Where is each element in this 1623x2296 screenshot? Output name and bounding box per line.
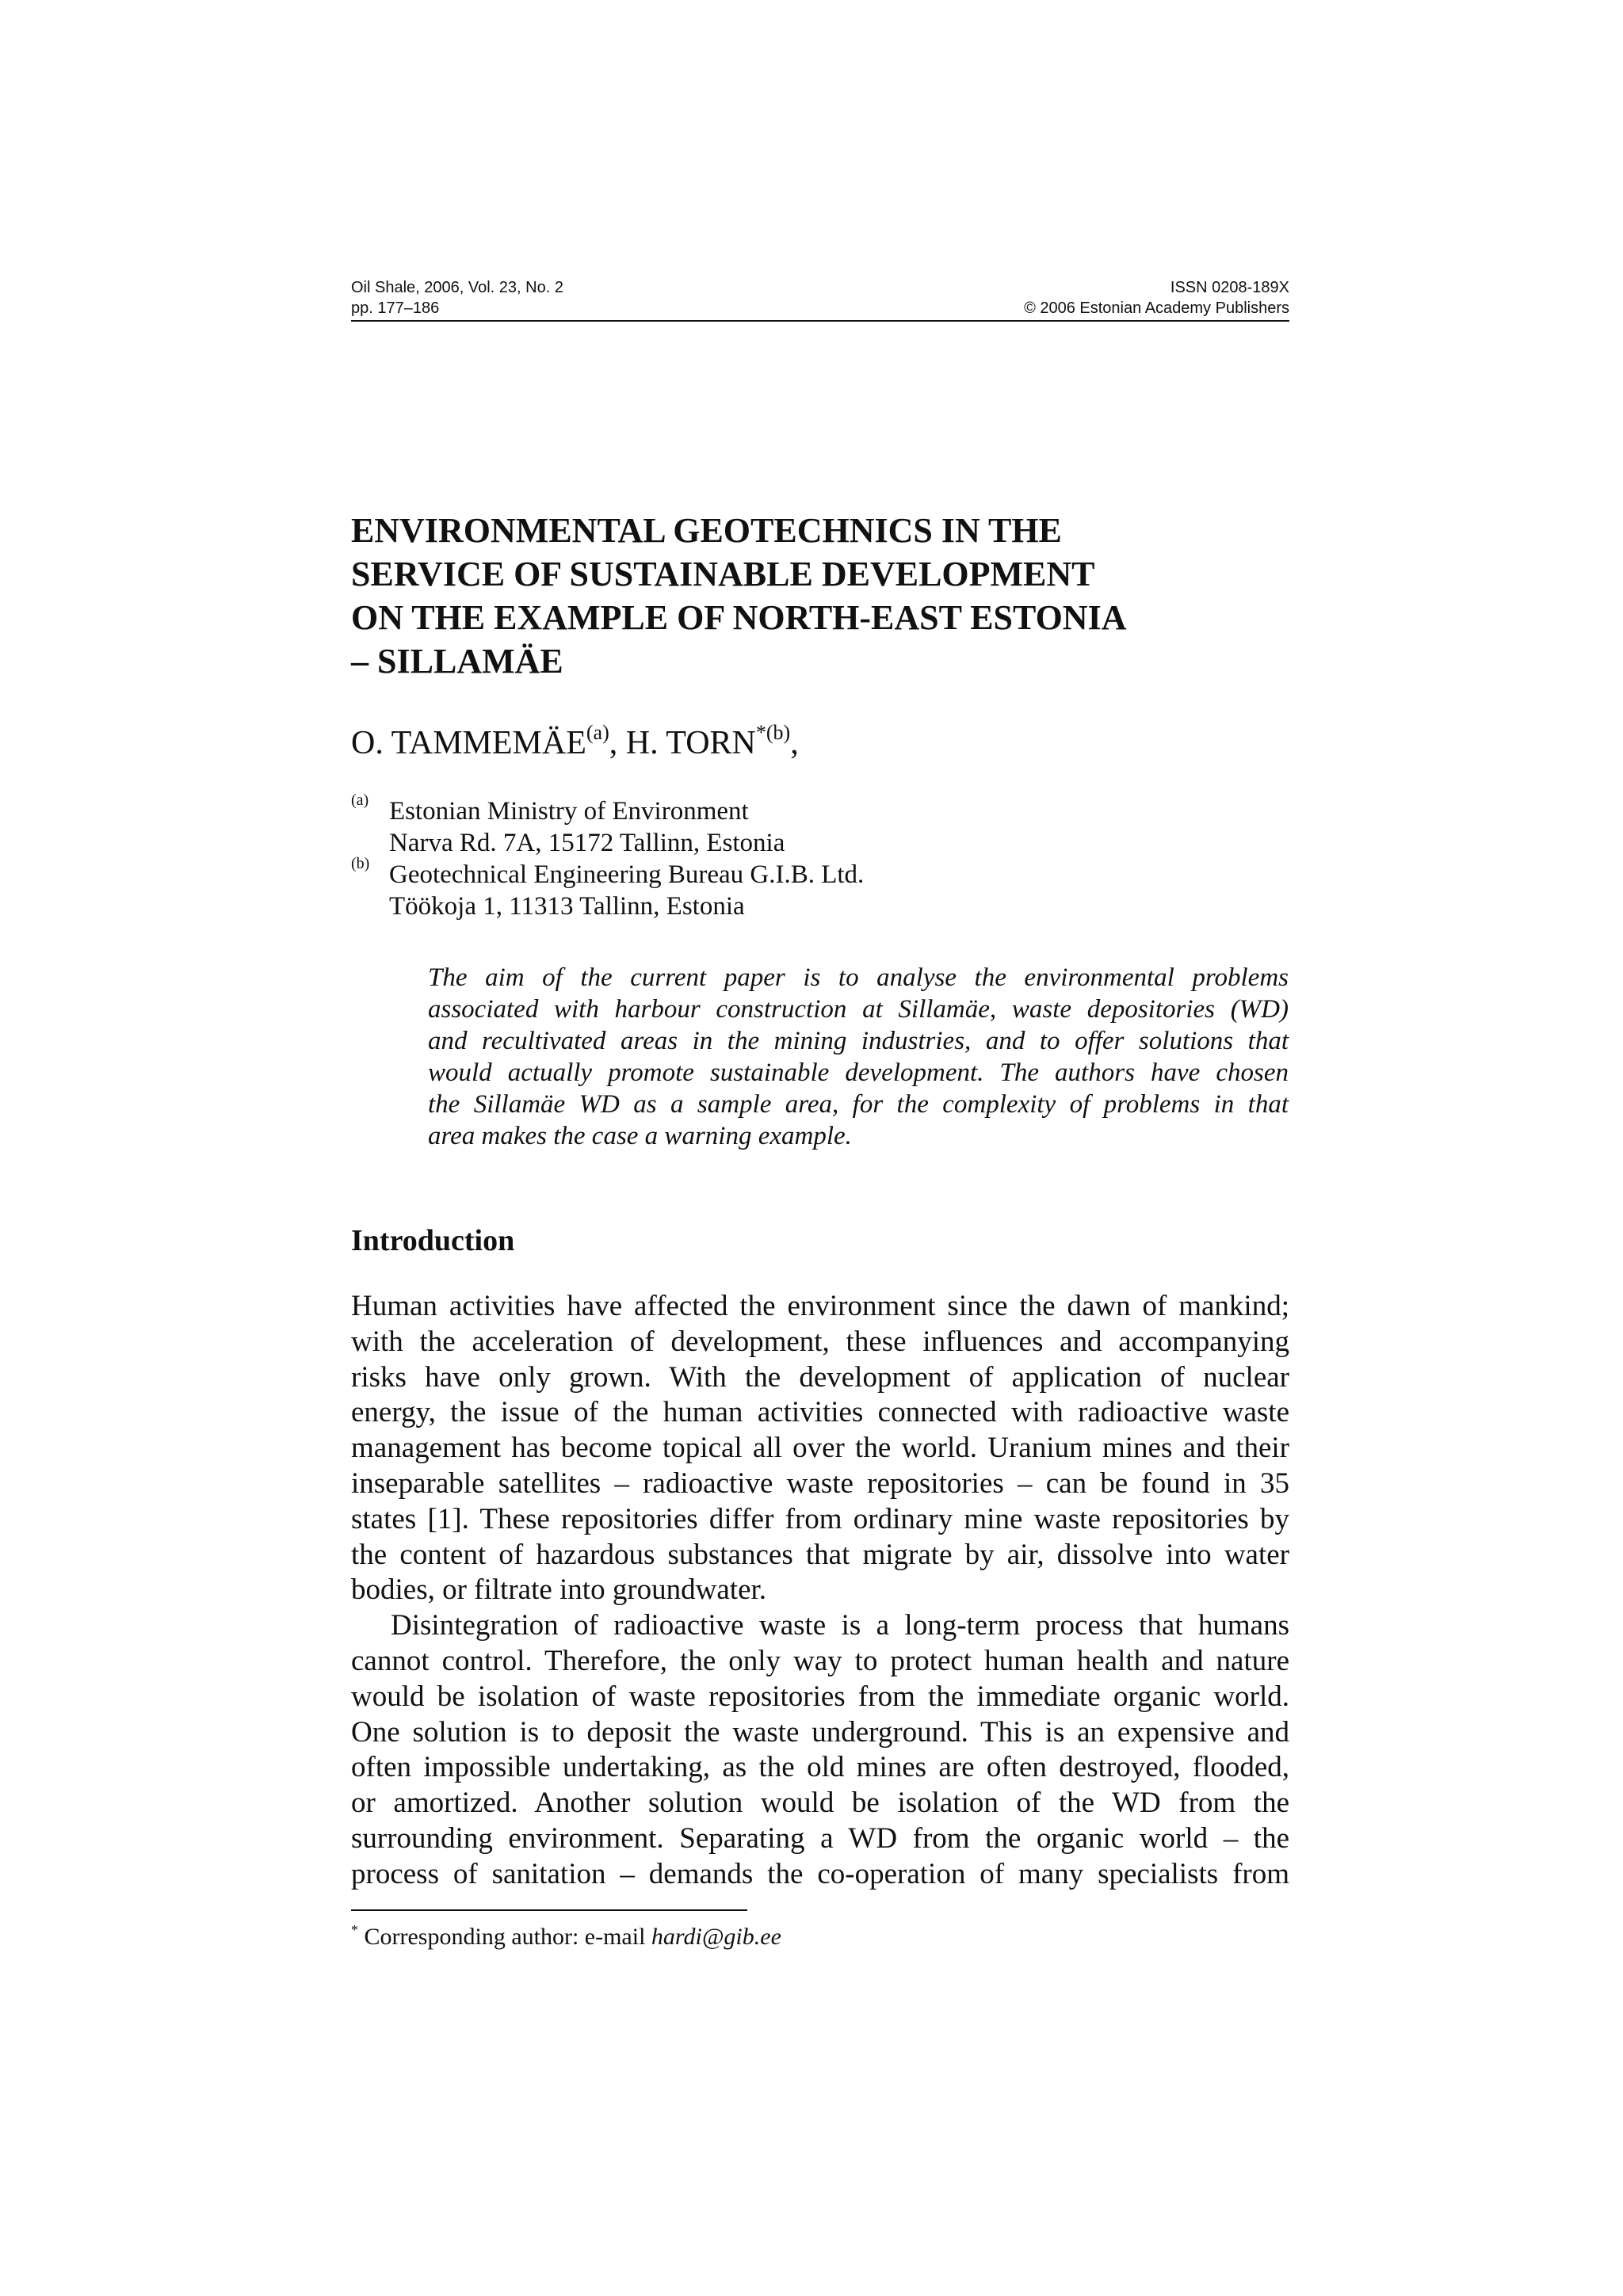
body-line: surrounding environment. Separating a WD from the organic world – the [351,1821,1289,1855]
body-line: bodies, or filtrate into groundwater. [351,1573,767,1607]
abstract-line: and recultivated areas in the mining industries, and to offer solutions that [428,1027,1289,1055]
running-header [351,277,1289,322]
affiliation-mark: (a) [586,721,609,744]
affiliations [351,791,1289,922]
affiliation-line: Geotechnical Engineering Bureau G.I.B. Ltd. [389,860,865,889]
footnote-rule [351,1909,747,1911]
issn: ISSN 0208-189X [1170,279,1289,296]
affiliation [351,855,1289,922]
author-trailing: , [790,725,799,761]
body-line: risks have only grown. With the development of application of nuclear [351,1360,1289,1394]
copyright: © 2006 Estonian Academy Publishers [1024,299,1289,317]
body-line: Disintegration of radioactive waste is a long-term process that humans [391,1609,1289,1642]
body-line: Human activities have affected the environment since the dawn of mankind; [351,1290,1289,1322]
body-line: with the acceleration of development, these influences and accompanying [351,1325,1289,1358]
affiliation-line: Töökoja 1, 11313 Tallinn, Estonia [389,892,745,921]
title-line: – SILLAMÄE [351,642,563,681]
affiliation-mark: (b) [351,855,370,872]
abstract-line: the Sillamäe WD as a sample area, for the complexity of problems in that [428,1090,1289,1119]
affiliation-line: Estonian Ministry of Environment [389,797,749,826]
abstract-line: would actually promote sustainable development. The authors have chosen [428,1058,1289,1087]
body-line: One solution is to deposit the waste underground. This is an expensive and [351,1715,1289,1749]
author-name: O. TAMMEMÄE [351,725,586,761]
body-line: the content of hazardous substances that migrate by air, dissolve into water [351,1538,1289,1571]
body-line: energy, the issue of the human activities connected with radioactive waste [351,1396,1289,1429]
footnote-text: Corresponding author: e-mail [358,1924,651,1950]
author-separator: , [609,725,626,761]
body-line: often impossible undertaking, as the old mines are often destroyed, flooded, [351,1751,1289,1784]
journal-citation: Oil Shale, 2006, Vol. 23, No. 2 [351,279,563,296]
title-line: ON THE EXAMPLE OF NORTH-EAST ESTONIA [351,598,1127,637]
paper-title [351,509,1289,683]
footnote [351,1921,781,1953]
body-line: process of sanitation – demands the co-operation of many specialists from [351,1857,1289,1890]
title-line: SERVICE OF SUSTAINABLE DEVELOPMENT [351,555,1095,593]
affiliation-line: Narva Rd. 7A, 15172 Tallinn, Estonia [389,829,785,857]
title-line: ENVIRONMENTAL GEOTECHNICS IN THE [351,511,1062,550]
author-name: H. TORN [625,725,756,761]
footnote-email: hardi@gib.ee [651,1924,781,1950]
affiliation-mark: *(b) [755,721,791,744]
body-line: inseparable satellites – radioactive waste repositories – can be found in 35 [351,1466,1289,1500]
body-line: states [1]. These repositories differ from ordinary mine waste repositories by [351,1502,1289,1535]
section-heading: Introduction [351,1224,515,1257]
abstract-line: The aim of the current paper is to analyse the environmental problems [428,963,1289,992]
body-text [351,1289,1289,1893]
body-line: management has become topical all over the world. Uranium mines and their [351,1432,1289,1465]
affiliation [351,791,1289,859]
author-list [351,721,799,765]
footnote-mark: * [351,1922,358,1938]
affiliation-mark: (a) [351,791,369,809]
body-line: would be isolation of waste repositories from the immediate organic world. [351,1680,1289,1713]
body-line: cannot control. Therefore, the only way to protect human health and nature [351,1644,1289,1677]
abstract-line: area makes the case a warning example. [428,1122,852,1150]
abstract [428,962,1289,1152]
running-header-row-1 [351,277,1289,298]
running-header-row-2 [351,298,1289,318]
page-range: pp. 177–186 [351,299,440,317]
abstract-line: associated with harbour construction at Sillamäe, waste depositories (WD) [428,995,1289,1024]
body-line: or amortized. Another solution would be isolation of the WD from the [351,1787,1289,1820]
